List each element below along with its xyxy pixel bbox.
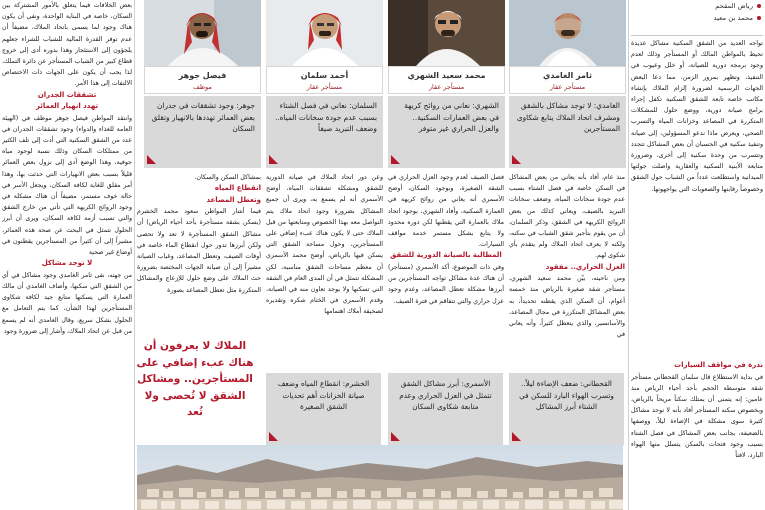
portrait-image xyxy=(144,0,261,66)
person-name: أحمد سلمان xyxy=(300,71,349,80)
section-heading: ندرة في مواقف السيارات xyxy=(674,361,763,369)
pull-quote-text: الأسمري: أبرز مشاكل الشقق تتمثل في العزل الحراري وعدم متابعة شكاوى السكان xyxy=(399,379,492,411)
body-paragraph: فيما أشار المواطن سعود محمد الخشرم (يسكن بشقة مستأجرة بأحد أحياء الرياض) أن مشاكل الشقق المستأجرة لا تعد ولا تحصى ولكن أبرزها تدور حول انقطاع الماء خاصة في أوقات الصيف، وتعطل المصاعد، وغياب الصيانة مشيراً إلى أن صيانة الجهات المختصة بضرورة حث الملاك على وضع حلول للإزعاج والمشاكل المتكررة مثل تعطل المصاعد بصورة xyxy=(137,208,261,294)
person-role: موظف xyxy=(193,83,212,91)
city-landscape-image xyxy=(137,445,623,510)
pull-quote-text: جوهر: وجود تشققات في جدران بعض العمائر تهددها بالانهيار وتقلق السكان xyxy=(151,101,255,133)
pull-quote-text: القحطاني: ضعف الإضاءة ليلاً.. وتسرب الهواء البارد للسكن في الشتاء أبرز المشاكل xyxy=(519,379,614,411)
person-role: مستأجر عقار xyxy=(306,83,343,91)
body-column xyxy=(137,172,261,340)
person-role: مستأجر عقار xyxy=(428,83,465,91)
section-heading: تهدد انهيار العمائر xyxy=(35,102,99,111)
pull-quote xyxy=(388,96,505,168)
portrait-image xyxy=(266,0,383,66)
profile-card xyxy=(388,0,505,168)
pull-quote xyxy=(266,96,383,168)
column-divider xyxy=(628,0,629,510)
nameplate xyxy=(266,66,383,94)
quote-corner-icon xyxy=(391,432,400,441)
portrait-photo xyxy=(144,0,261,66)
body-paragraph: من جهته، نفى ثامر الغامدي وجود مشاكل في أي من الشقق التي سكنها، وأضاف الغامدي أن مالك العمارة التي يسكنها متابع جيد لكافة شكاوى المستأجرين لهذا الشأن، كما يتم التعامل مع الحلول بشكل سريع، وقال الغامدي أنه لم يسمع من قبل عن اتحاد الملاك، وأشار إلى ضرورة وجود xyxy=(2,271,132,335)
intro-column-lower xyxy=(631,360,763,510)
portrait-photo xyxy=(266,0,383,66)
body-paragraph: وانتقد المواطن فيصل جوهر موظف في (الهيئة العامة للغذاء والدواء) وجود تشققات الجدران في عدد من الشقق السكنية التي أدت إلى تلف الكثير من ممتلكات السكان وذلك نسبة لوجود مياه جوفية، وهذا الوضع أدى إلى نزول بعض العمائر قليلاً بسبب بعض الانهيارات التي حدثت بها، وهذا أمر مقلق للغاية لكافة السكان، ويجعل الأسر في حالة خوف مستمر، مضيفاً أن هناك مشكلة في وجود الروائح الكريهة التي تأتي من خارج الشقق والتي تسبب أزمة لكافة السكان، ويرى أن أبرز الحلول تتمثل في البحث عن صحة هذه العمائر، مشيراً إلى أن كثيراً من المستأجرين يقطنون في أوضاع غير صحية xyxy=(2,114,132,257)
body-column xyxy=(266,172,383,372)
bullet-dot-icon xyxy=(757,4,761,8)
section-heading: العزل الحراري.. مفقود xyxy=(545,262,625,271)
section-heading: انقطاع المياه xyxy=(214,184,261,193)
quote-corner-icon xyxy=(391,155,400,164)
portrait-image xyxy=(388,0,505,66)
left-column xyxy=(2,0,132,510)
person-name: ثامر الغامدي xyxy=(543,71,592,80)
profile-card xyxy=(144,0,261,168)
pull-quote xyxy=(144,96,261,168)
portrait-photo xyxy=(388,0,505,66)
intro-paragraph: تواجه العديد من الشقق السكنية مشاكل عديدة تحيط بالمواطن المالك أو المستأجر وذلك لعدم وجود برمجة دورية للصيانة، أو خلل وعيوب في التنفيذ، وتظهر بمرور الزمن، مما دعا البعض الجهات الرسمية لضرورة إلزام الملاك بإنشاء مكاتب خاصة تابعة للشقق السكنية تكفل إجراء برامج صيانة دورية، ووضع حلول للمشكلات المتكررة في المصاعد وخزانات المياه والتسرب الصحي، ويعرض ماذا ندعو المسؤولين، إلى صيانة وتنفيذ سكنية في الحسبان أن بعض المشاكل تتجدد وتتسرب من وحدة سكنية إلى أخرى، وضرورة متابعة الأبنية السكنية والعقارية واصلت جولتها الميدانية واستطلعت عدداً من الشباب حول الشقق وخصوصاً رقابتها والصعوبات التي يواجهونها. xyxy=(631,40,763,193)
section-paragraph: في بداية الاستطلاع قال سلمان القحطاني مستأجر شقة متوسطة الحجم بأحد أحياء الرياض منذ عامين: إنه يتمنى أن يمتلك سكناً مريحاً بالرياض، وبخصوص سكنه المستأجر أفاد بأنه لا توجد مشاكل كثيرة سوى مشكلة في الإضاءة ليلاً، ووصفها بالضعيفة، بجانب بعض المشاكل في فصل الشتاء بسبب وجود فتحات بالسكن يتسلل منها الهواء البارد، لافتاً xyxy=(631,373,763,459)
quote-corner-icon xyxy=(269,155,278,164)
pull-quote-text: الشهري: نعاني من روائح كريهة في بعض العمارات السكنية.. والعزل الحراري غير متوفر xyxy=(404,101,499,133)
section-heading: لا توجد مشاكل xyxy=(41,259,93,268)
body-paragraph: وعن دور اتحاد الملاك في صيانة الدورية للشقق ومشكلة تشققات المياه، أوضح الأسمري أنه لم يسمع به، ويرى أن جميع المشاكل بضرورة وجود اتحاد ملاك يتم التواصل معه بهذا الخصوص ومتابعتها من قبل الملاك حتى لا يكون هناك عبء إضافي على المستأجرين، وحول مساحة الشقق التي يسكن فيها بالرياض، أوضح محمد الأسمري أن معظم مساحات الشقق مناسبة، لكن المشكلة تتمثل في أن المدى العام في الشقة التي تسكنها ولا يوجد تعاون منه في الصيانة، وقدم الأسمري في الختام شكره وتقديره لصحيفة أملاك اهتمامها xyxy=(266,174,383,316)
pull-quote-text: الخشرم: انقطاع المياه وضعف صيانة الخزانات أهم تحديات الشقق الصغيرة xyxy=(277,379,370,411)
section-heading: وتعطل المصاعد xyxy=(206,195,261,204)
pull-quote-text: السلمان: نعاني في فصل الشتاء بسبب عدم جودة سخانات المياه.. وضعف التبريد صيفاً xyxy=(274,101,377,133)
profile-card xyxy=(266,0,383,168)
byline-name: رياض المقحم xyxy=(715,2,753,10)
body-paragraph: ومن ناحيته، بيّن محمد سعيد الشهري، مستأجر شقة صغيرة بالرياض منذ خمسة أعوام، أن السكن الذي يقطنه تحديداً، به بعض المشاكل المتكررة في مجال المصاعد، والأسانسير، والذي يتعطل كثيراً، وأنه يعاني في xyxy=(509,275,625,339)
quote-corner-icon xyxy=(269,432,278,441)
person-role: مستأجر عقار xyxy=(549,83,586,91)
body-column xyxy=(388,172,504,372)
body-column xyxy=(509,172,625,372)
body-paragraph: بمشاكل السكن والسكان. xyxy=(194,174,261,181)
pull-quote xyxy=(509,96,626,168)
section-heading: المطالبة بالصيانة الدورية للشقق xyxy=(390,251,502,260)
body-paragraph: فصل الصيف لعدم وجود العزل الحراري في الشقة الصغيرة، وبوجود السكان، أوضح الأسمري أنه يعاني من روائح كريهة في العمارة السكنية، وأفاد الشهري، بوجود اتحاد ملاك بالعمارة التي يقطنها لكن دوره محدود ولا يتابع بشكل مستمر خدمة مواقف السيارات. xyxy=(388,174,504,249)
person-name: محمد سعيد الشهري xyxy=(407,71,486,80)
person-name: فيصل جوهر xyxy=(178,71,227,80)
column-divider xyxy=(134,0,135,510)
quote-corner-icon xyxy=(512,155,521,164)
lower-pull-quote xyxy=(388,373,503,445)
nameplate xyxy=(388,66,505,94)
lower-pull-quote xyxy=(509,373,624,445)
profile-card xyxy=(509,0,626,168)
byline-name: محمد بن معيد xyxy=(713,14,753,22)
landscape-photo xyxy=(137,445,623,510)
body-paragraph: منذ عام، أفاد بأنه يعاني من بعض المشاكل في السكن خاصة في فصل الشتاء بسبب عدم جودة سخانات المياه، وضعف سخانات التبريد بالصيف، ويعاني كذلك من بعض الروائح الكريهة في الشقق، وذكر السلمان، أن من يقوم بتأجير شقق الشباب في سكنه، ولكنه لا يعرف اتحاد الملاك ولم يتقدم بأي شكوى لهم. xyxy=(509,174,625,260)
intro-column xyxy=(631,38,763,358)
pull-quote-text: الغامدي: لا توجد مشاكل بالشقق ومشرف اتحاد الملاك يتابع شكاوى المستأجرين xyxy=(516,101,620,133)
nameplate xyxy=(509,66,626,94)
nameplate xyxy=(144,66,261,94)
body-paragraph: وفي ذات الموضوع، أكد الأسمري (مستأجر) أن هناك عدة مشاكل تواجه المستأجرين من أبرزها مشكلة تعطل المصاعد، وعدم وجود عزل حراري والتي تتفاقم في فترة الصيف. xyxy=(388,263,504,305)
portrait-image xyxy=(509,0,626,66)
byline-box xyxy=(631,0,763,36)
quote-corner-icon xyxy=(512,432,521,441)
callout-text: الملاك لا يعرفون أن هناك عبء إضافي على المستأجرين.. ومشاكل الشقق لا تُحصى ولا تُعد xyxy=(136,340,254,418)
callout-quote xyxy=(135,338,255,438)
section-heading: تشققات الجدران xyxy=(37,90,97,99)
quote-corner-icon xyxy=(147,155,156,164)
body-paragraph: بعض الخلافات فيما يتعلق بالأمور المشتركة بين السكان، خاصة في البناية الواحدة، ونفى أن يكون هناك وجود لما يسمى باتحاد الملاك، مضيفاً أن عدم توفر القدرة المالية للشباب للشراء جعلهم يلجؤون إلى الاستئجار وهذا بدوره أدى إلى خروج قطاع كبير من الشباب المستأجر عن دائرة التملك، لذا يجب أن يكون على الجهات ذات الاختصاص الالتفات إلى هذا الأمر. xyxy=(2,2,132,88)
byline-item xyxy=(631,0,763,12)
portrait-photo xyxy=(509,0,626,66)
lower-pull-quote xyxy=(266,373,381,445)
bullet-dot-icon xyxy=(757,16,761,20)
byline-item xyxy=(631,12,763,24)
